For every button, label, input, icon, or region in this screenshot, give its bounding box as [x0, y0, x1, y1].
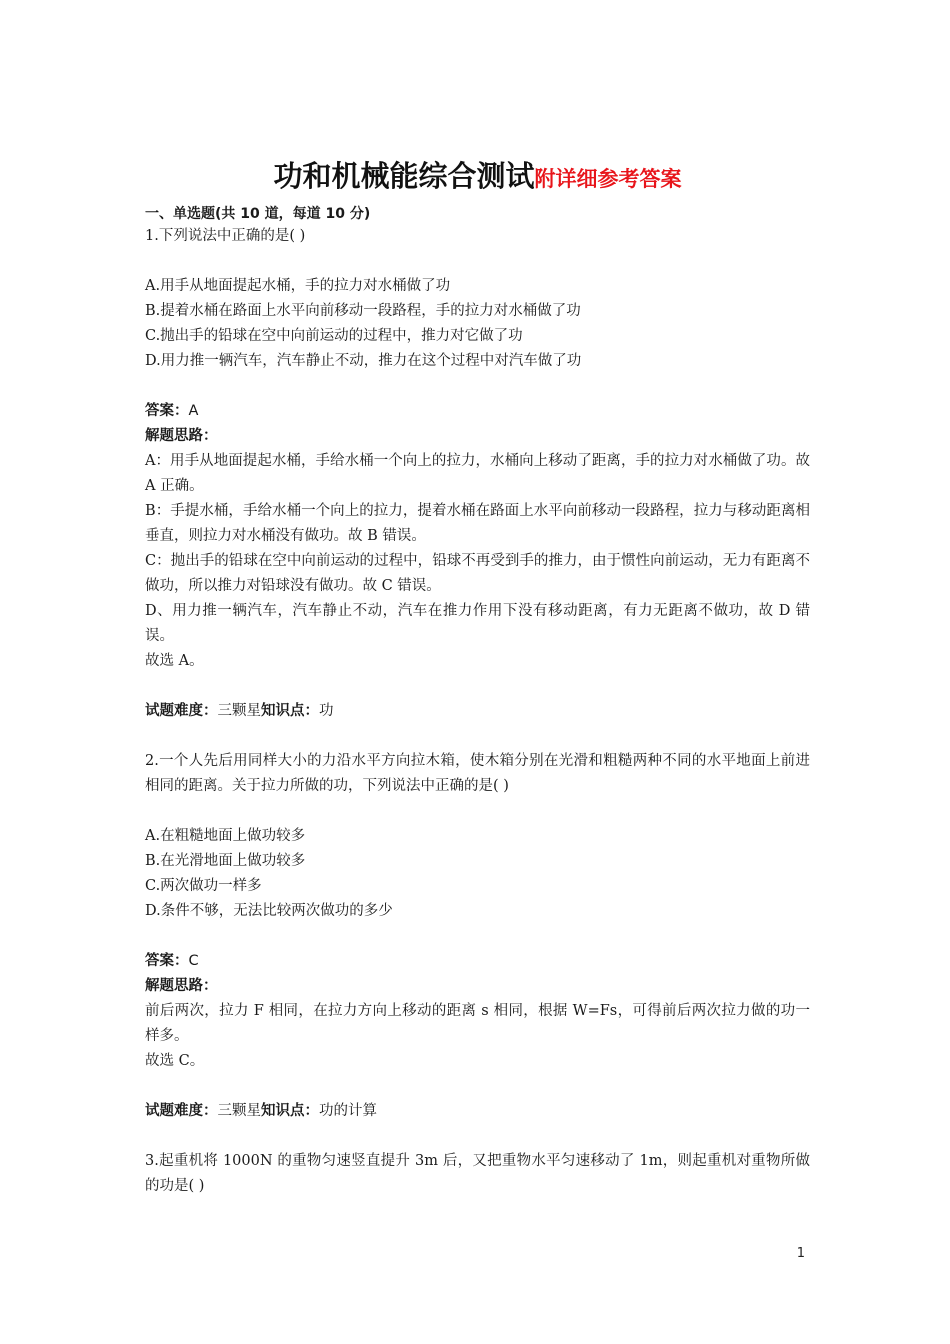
option-a: A.用手从地面提起水桶，手的拉力对水桶做了功 [145, 278, 451, 294]
answer-label: 答案： [145, 403, 189, 419]
title-sub: 附详细参考答案 [534, 167, 682, 191]
option-d: D.用力推一辆汽车，汽车静止不动，推力在这个过程中对汽车做了功 [145, 353, 582, 369]
title-main: 功和机械能综合测试 [273, 159, 535, 193]
option-c: C.两次做功一样多 [145, 878, 262, 894]
question-stem: 3.起重机将 1000N 的重物匀速竖直提升 3m 后，又把重物水平匀速移动了 1m，则起重机对重物所做的功是( ) [145, 1153, 810, 1194]
explanation-line: B：手提水桶，手给水桶一个向上的拉力，提着水桶在路面上水平向前移动一段路程，拉力与移动距离相垂直，则拉力对水桶没有做功。故 B 错误。 [145, 503, 810, 544]
answer-label: 答案： [145, 953, 189, 969]
knowledge-value: 功 [319, 703, 334, 719]
option-c: C.抛出手的铅球在空中向前运动的过程中，推力对它做了功 [145, 328, 523, 344]
difficulty-label: 试题难度： [145, 1103, 218, 1119]
answer-line [145, 949, 810, 974]
option-b: B.在光滑地面上做功较多 [145, 853, 306, 869]
explanation-line: 前后两次，拉力 F 相同，在拉力方向上移动的距离 s 相同，根据 W=Fs，可得前后两次拉力做的功一样多。 [145, 1003, 810, 1044]
explanation-line: 故选 A。 [145, 653, 204, 669]
page-number: 1 [796, 1246, 805, 1261]
difficulty-value: 三颗星 [217, 1103, 261, 1119]
page-title [145, 150, 810, 202]
answer-value: A [188, 403, 199, 419]
question-2 [145, 749, 810, 1124]
difficulty-label: 试题难度： [145, 703, 218, 719]
answer-line [145, 399, 810, 424]
question-stem: 2.一个人先后用同样大小的力沿水平方向拉木箱，使木箱分别在光滑和粗糙两种不同的水平地面上前进相同的距离。关于拉力所做的功，下列说法中正确的是( ) [145, 753, 810, 794]
option-d: D.条件不够，无法比较两次做功的多少 [145, 903, 393, 919]
difficulty-line [145, 1099, 810, 1124]
option-b: B.提着水桶在路面上水平向前移动一段路程，手的拉力对水桶做了功 [145, 303, 581, 319]
answer-value: C [188, 953, 199, 969]
knowledge-label: 知识点： [261, 1103, 319, 1119]
section-header: 一、单选题(共 10 道，每道 10 分) [145, 206, 371, 222]
question-stem: 1.下列说法中正确的是( ) [145, 228, 306, 244]
difficulty-line [145, 699, 810, 724]
explanation-label: 解题思路： [145, 978, 218, 994]
explanation-line: C：抛出手的铅球在空中向前运动的过程中，铅球不再受到手的推力，由于惯性向前运动，无力有距离不做功，所以推力对铅球没有做功。故 C 错误。 [145, 553, 810, 594]
document-page [145, 150, 810, 1199]
question-3 [145, 1149, 810, 1199]
question-1 [145, 224, 810, 724]
knowledge-label: 知识点： [261, 703, 319, 719]
explanation-label: 解题思路： [145, 428, 218, 444]
knowledge-value: 功的计算 [319, 1103, 377, 1119]
explanation-line: A：用手从地面提起水桶，手给水桶一个向上的拉力，水桶向上移动了距离，手的拉力对水桶做了功。故 A 正确。 [145, 453, 810, 494]
difficulty-value: 三颗星 [217, 703, 261, 719]
option-a: A.在粗糙地面上做功较多 [145, 828, 306, 844]
explanation-line: D、用力推一辆汽车，汽车静止不动，汽车在推力作用下没有移动距离，有力无距离不做功，故 D 错误。 [145, 603, 810, 644]
explanation-line: 故选 C。 [145, 1053, 205, 1069]
